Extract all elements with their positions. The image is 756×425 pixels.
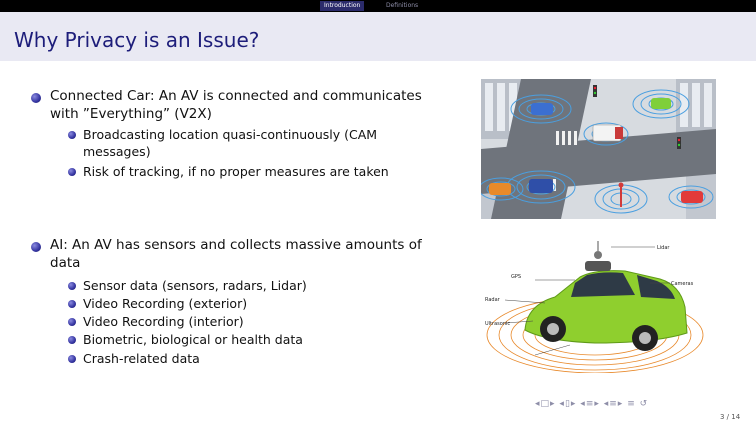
sub-bullet-text-video-interior: Video Recording (interior): [83, 314, 244, 329]
nav-tab-definitions[interactable]: Definitions: [386, 2, 419, 9]
nav-section-icon[interactable]: ◂≡▸: [580, 399, 600, 409]
bullet-text-connected-car: Connected Car: An AV is connected and communicates with ”Everything” (V2X): [50, 88, 422, 122]
label-ultrasonic: Ultrasonic: [485, 321, 511, 327]
autonomous-car-sensors-illustration: [475, 235, 715, 373]
section-navigation-bar: [0, 0, 756, 12]
sub-bullet-icon: [68, 131, 76, 139]
beamer-navigation-controls[interactable]: [535, 399, 648, 409]
sub-bullet-text-video-exterior: Video Recording (exterior): [83, 296, 248, 311]
sub-bullet-text-crash: Crash-related data: [83, 351, 200, 366]
label-gps: GPS: [511, 274, 522, 280]
label-lidar: Lidar: [657, 245, 670, 251]
bullet-icon: [31, 242, 41, 252]
label-cameras: Cameras: [671, 281, 694, 287]
sub-bullet-icon: [68, 168, 76, 176]
sub-bullet-icon: [68, 355, 76, 363]
sub-bullet-icon: [68, 336, 76, 344]
bullet-icon: [31, 93, 41, 103]
sub-bullet-text-sensor-data: Sensor data (sensors, radars, Lidar): [83, 278, 307, 293]
sub-bullet-icon: [68, 318, 76, 326]
v2x-intersection-illustration: [481, 79, 716, 219]
nav-prev-subsection-icon[interactable]: ◂▯▸: [559, 399, 577, 409]
nav-toc-icon[interactable]: ≡: [627, 399, 636, 409]
bullet-text-ai: AI: An AV has sensors and collects massive amounts of data: [50, 237, 422, 271]
label-radar: Radar: [485, 297, 500, 303]
sub-bullet-icon: [68, 282, 76, 290]
slide-title-bar: [0, 12, 756, 61]
nav-tab-introduction[interactable]: Introduction: [320, 1, 364, 11]
slide-title: Why Privacy is an Issue?: [14, 28, 260, 52]
sub-bullet-text-broadcasting: Broadcasting location quasi-continuously (CAM messages): [83, 127, 378, 159]
page-number: 3 / 14: [720, 413, 741, 421]
nav-search-icon[interactable]: ↺: [639, 399, 649, 409]
sub-bullet-icon: [68, 300, 76, 308]
nav-subsection-icon[interactable]: ◂≡▸: [603, 399, 624, 409]
sub-bullet-text-biometric: Biometric, biological or health data: [83, 332, 303, 347]
nav-prev-frame-icon[interactable]: ◂□▸: [535, 399, 556, 409]
sub-bullet-text-tracking: Risk of tracking, if no proper measures are taken: [83, 164, 389, 179]
